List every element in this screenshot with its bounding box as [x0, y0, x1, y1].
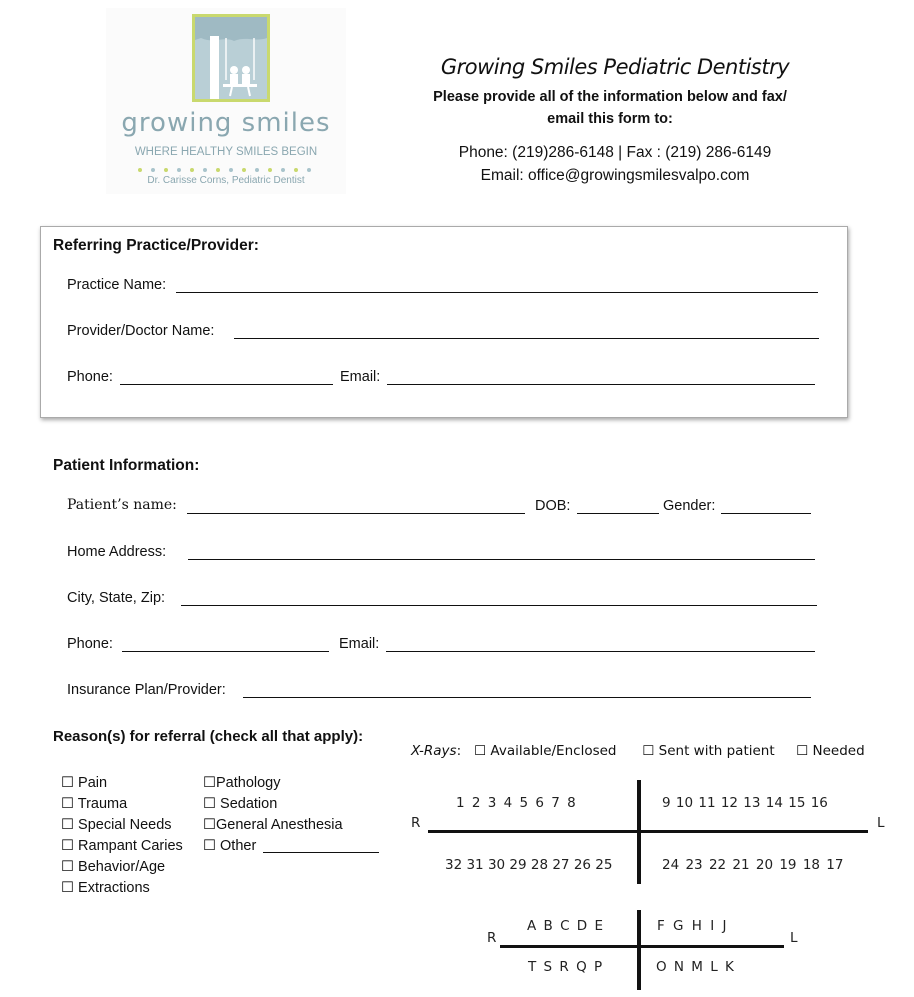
logo-wordmark: growing smiles: [121, 108, 331, 138]
patient-name-label: Patient’s name:: [67, 497, 177, 513]
checkbox-icon[interactable]: ☐: [796, 743, 809, 759]
provider-name-field[interactable]: [234, 338, 819, 339]
reason-pain[interactable]: ☐ Pain: [61, 775, 108, 791]
patient-phone-label: Phone:: [67, 636, 113, 652]
gender-field[interactable]: [721, 513, 811, 514]
instruction-line-2: email this form to:: [547, 111, 673, 127]
xray-available[interactable]: ☐ Available/Enclosed: [474, 743, 617, 759]
checkbox-icon[interactable]: ☐: [474, 743, 487, 759]
provider-phone-label: Phone:: [67, 369, 113, 385]
reason-special-needs[interactable]: ☐ Special Needs: [61, 817, 172, 833]
insurance-field[interactable]: [243, 697, 811, 698]
logo-tagline: WHERE HEALTHY SMILES BEGIN: [134, 146, 318, 158]
reason-extractions[interactable]: ☐ Extractions: [61, 880, 150, 896]
reason-sedation[interactable]: ☐ Sedation: [203, 796, 278, 812]
checkbox-icon[interactable]: ☐: [61, 859, 74, 875]
xrays-label: X-Rays: [411, 743, 457, 759]
patient-name-field[interactable]: [187, 513, 525, 514]
patient-email-label: Email:: [339, 636, 380, 652]
primary-chart-left-marker: L: [790, 930, 798, 946]
city-state-zip-label: City, State, Zip:: [67, 590, 166, 606]
xray-sent-with-patient[interactable]: ☐ Sent with patient: [642, 743, 775, 759]
primary-chart-vertical-line: [637, 910, 641, 990]
primary-chart-right-marker: R: [487, 930, 497, 946]
checkbox-icon[interactable]: ☐: [61, 796, 74, 812]
reason-pathology[interactable]: ☐Pathology: [203, 775, 281, 791]
checkbox-icon[interactable]: ☐: [203, 838, 216, 854]
checkbox-icon[interactable]: ☐: [203, 775, 216, 791]
referral-heading: Reason(s) for referral (check all that apply):: [53, 728, 364, 745]
practice-logo: [106, 8, 346, 194]
logo-doctor: Dr. Carisse Corns, Pediatric Dentist: [147, 175, 305, 186]
provider-phone-field[interactable]: [120, 384, 333, 385]
contact-phone-fax: Phone: (219)286-6148 | Fax : (219) 286-6149: [458, 144, 772, 161]
reason-behavior-age[interactable]: ☐ Behavior/Age: [61, 859, 166, 875]
checkbox-icon[interactable]: ☐: [61, 838, 74, 854]
reason-other-field[interactable]: [263, 852, 379, 853]
reason-trauma[interactable]: ☐ Trauma: [61, 796, 128, 812]
dob-label: DOB:: [535, 498, 571, 514]
instruction-line-1: Please provide all of the information below and fax/: [433, 89, 787, 105]
checkbox-icon[interactable]: ☐: [642, 743, 655, 759]
patient-section-heading: Patient Information:: [53, 457, 200, 474]
tooth-chart-horizontal-line: [428, 830, 868, 833]
contact-email: Email: office@growingsmilesvalpo.com: [480, 167, 750, 184]
primary-chart-horizontal-line: [500, 945, 784, 948]
tooth-chart-vertical-line: [637, 780, 641, 884]
teeth-upper-left: 9 10 11 12 13 14 15 16: [662, 795, 828, 811]
patient-email-field[interactable]: [386, 651, 815, 652]
tooth-chart-right-marker: R: [411, 815, 421, 831]
practice-name-label: Practice Name:: [67, 277, 167, 293]
referral-reasons-col2: [203, 773, 343, 857]
practice-name-field[interactable]: [176, 292, 818, 293]
provider-email-label: Email:: [340, 369, 381, 385]
xray-needed[interactable]: ☐ Needed: [796, 743, 865, 759]
tooth-chart-left-marker: L: [877, 815, 885, 831]
teeth-lower-left: 24 23 22 21 20 19 18 17: [662, 857, 844, 873]
reason-other[interactable]: ☐ Other: [203, 838, 257, 854]
patient-phone-field[interactable]: [122, 651, 329, 652]
checkbox-icon[interactable]: ☐: [203, 796, 216, 812]
primary-teeth-lower-left: O N M L K: [656, 959, 734, 975]
reason-rampant-caries[interactable]: ☐ Rampant Caries: [61, 838, 183, 854]
provider-name-label: Provider/Doctor Name:: [67, 323, 215, 339]
reason-general-anesthesia[interactable]: ☐General Anesthesia: [203, 817, 343, 833]
home-address-label: Home Address:: [67, 544, 167, 560]
teeth-upper-right: 1 2 3 4 5 6 7 8: [456, 795, 576, 811]
tree-swing-logo-icon: [106, 8, 346, 194]
referral-reasons-col1: [61, 773, 183, 899]
gender-label: Gender:: [663, 498, 716, 514]
checkbox-icon[interactable]: ☐: [61, 817, 74, 833]
insurance-label: Insurance Plan/Provider:: [67, 682, 226, 698]
checkbox-icon[interactable]: ☐: [203, 817, 216, 833]
checkbox-icon[interactable]: ☐: [61, 880, 74, 896]
primary-teeth-upper-left: F G H I J: [657, 918, 727, 934]
city-state-zip-field[interactable]: [181, 605, 817, 606]
provider-email-field[interactable]: [387, 384, 815, 385]
checkbox-icon[interactable]: ☐: [61, 775, 74, 791]
provider-section-heading: Referring Practice/Provider:: [53, 237, 259, 254]
primary-teeth-upper-right: A B C D E: [527, 918, 604, 934]
dob-field[interactable]: [577, 513, 659, 514]
practice-title: Growing Smiles Pediatric Dentistry: [440, 55, 790, 79]
teeth-lower-right: 32 31 30 29 28 27 26 25: [445, 857, 613, 873]
home-address-field[interactable]: [188, 559, 815, 560]
primary-teeth-lower-right: T S R Q P: [528, 959, 603, 975]
xrays-row: X-Rays: ☐ Available/Enclosed ☐ Sent with patient ☐ Needed: [411, 743, 865, 759]
